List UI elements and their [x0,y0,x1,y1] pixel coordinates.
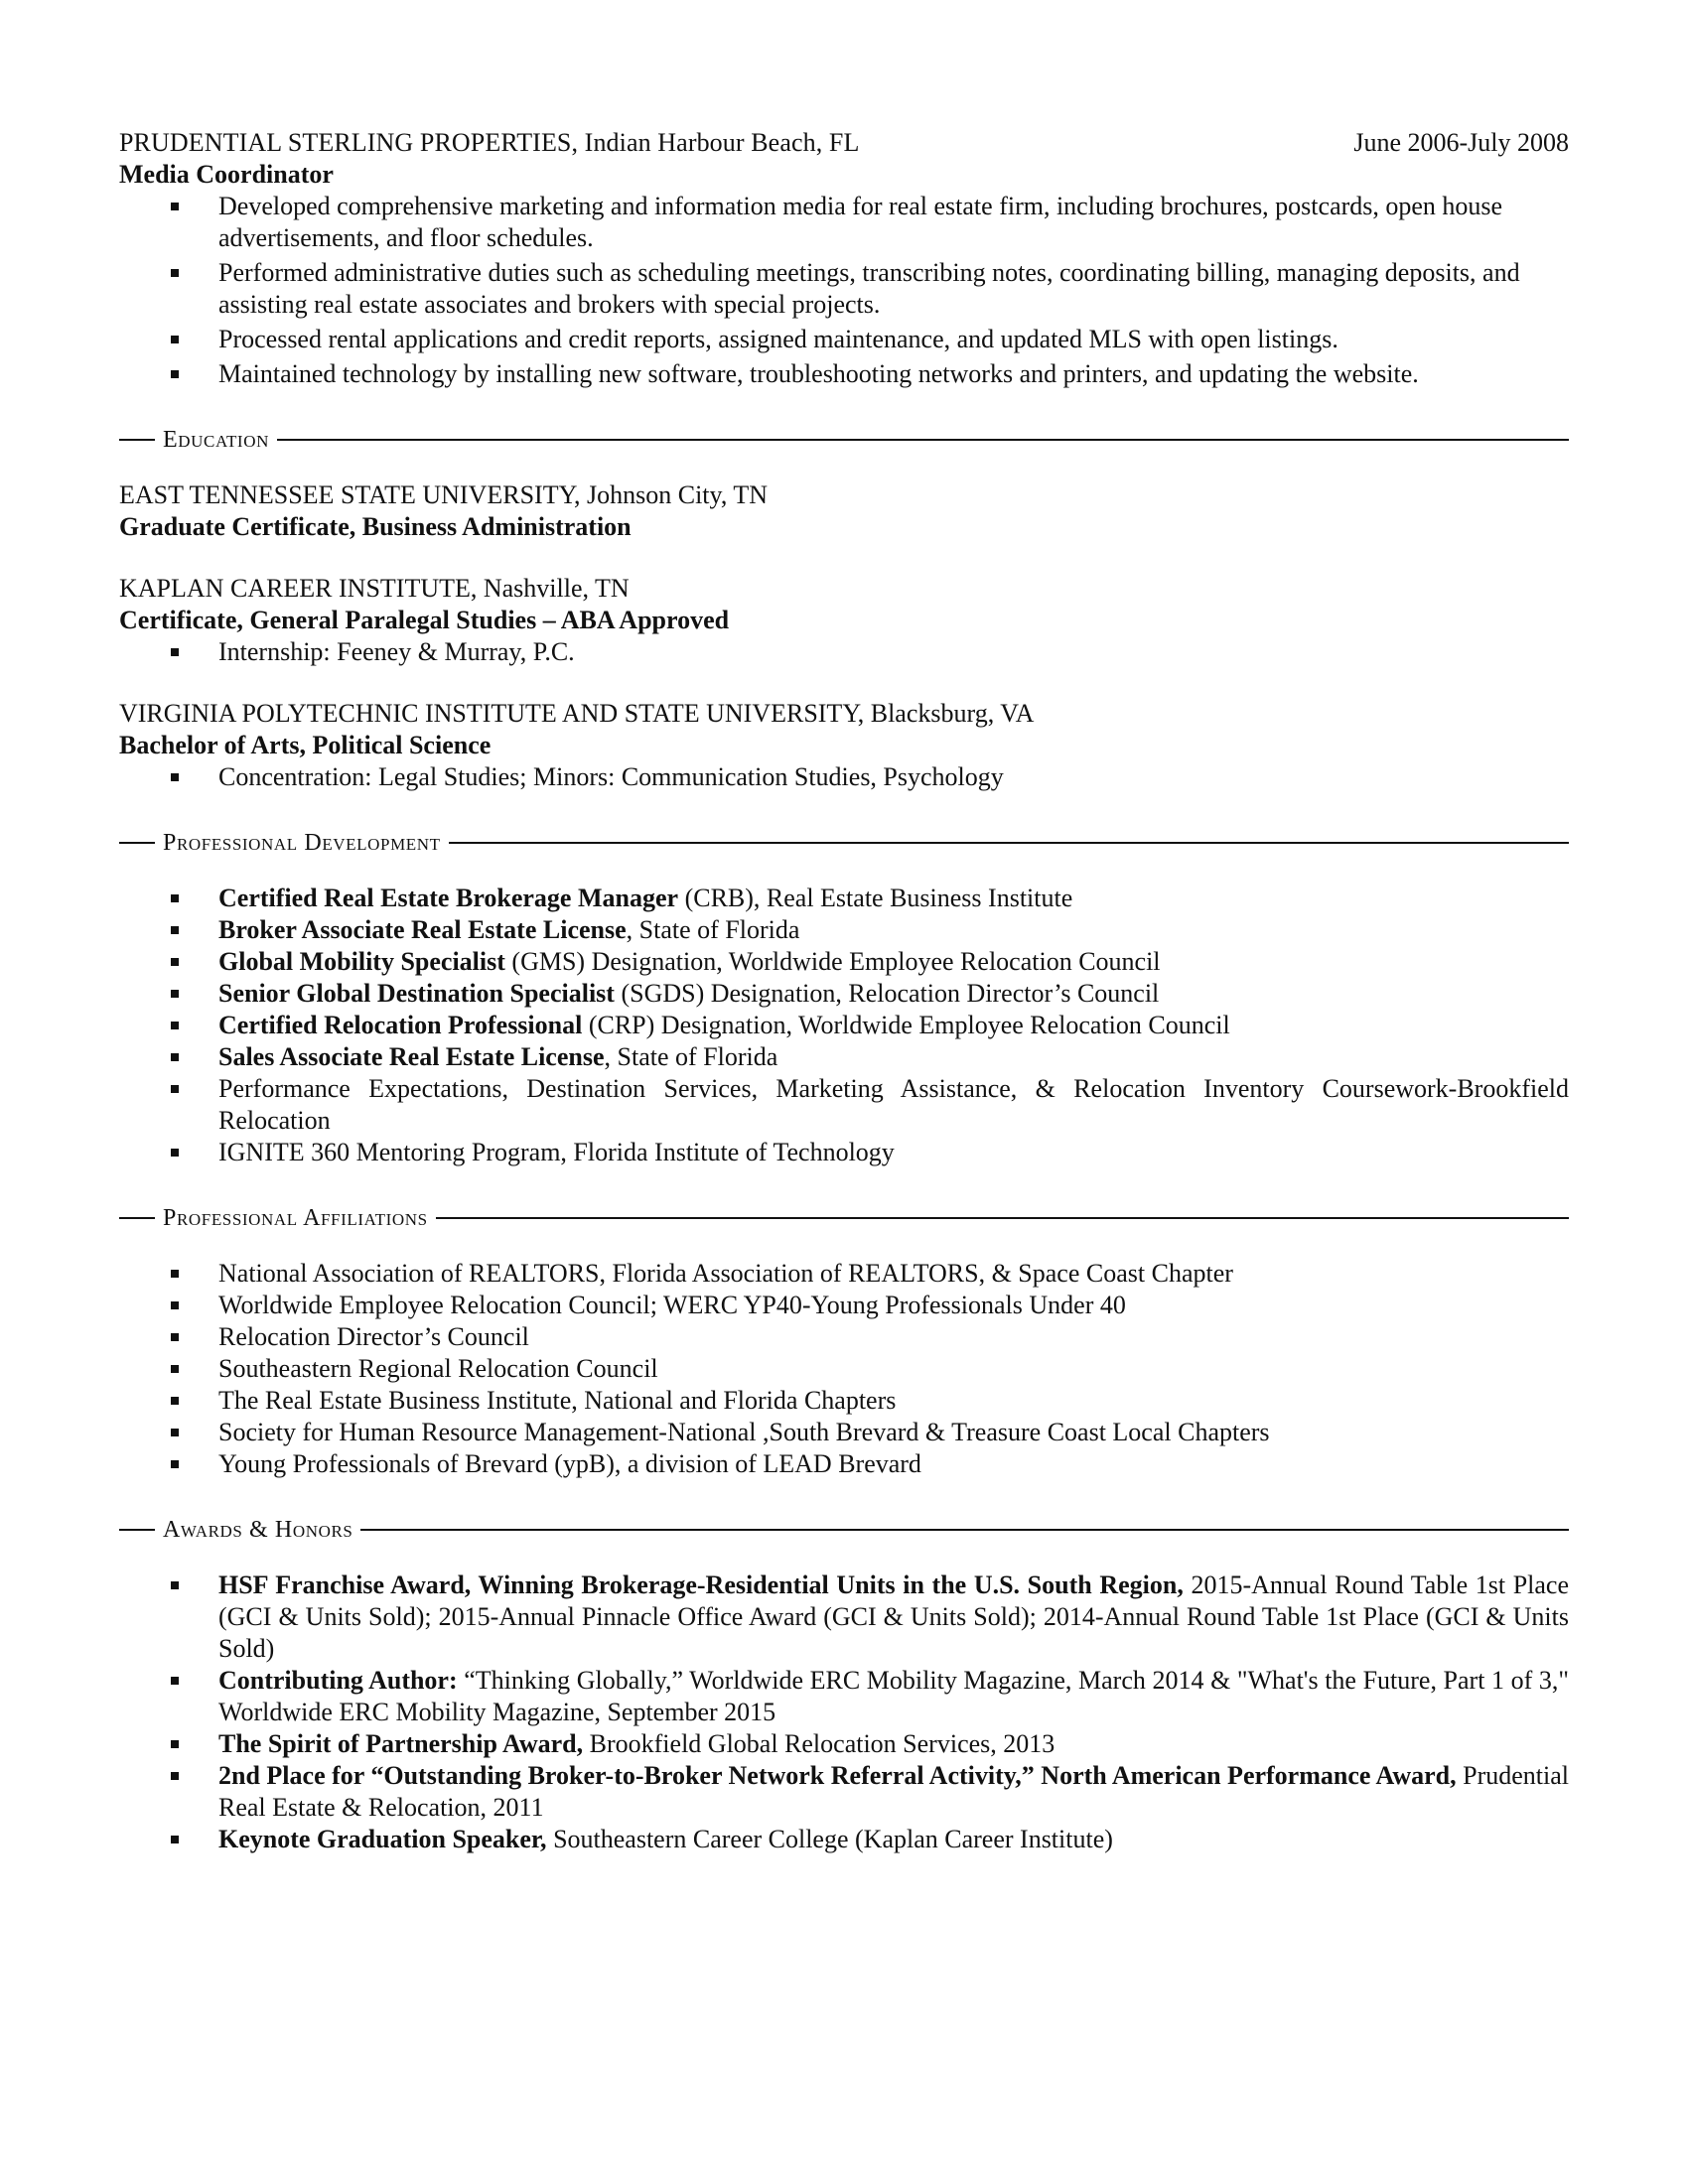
list-item: Certified Relocation Professional (CRP) Designation, Worldwide Employee Relocation Council [218,1010,1569,1041]
list-item: Worldwide Employee Relocation Council; WERC YP40-Young Professionals Under 40 [218,1290,1569,1321]
bullet-square-icon [171,203,179,210]
school-line: EAST TENNESSEE STATE UNIVERSITY, Johnson City, TN [119,480,769,509]
school-line: KAPLAN CAREER INSTITUTE, Nashville, TN [119,574,630,603]
list-item: Processed rental applications and credit reports, assigned maintenance, and updated MLS with open listings. [218,324,1569,355]
list-item: Society for Human Resource Management-National ,South Brevard & Treasure Coast Local Chapters [218,1417,1569,1448]
bullet-square-icon [171,1836,179,1843]
bullet-square-icon [171,1301,179,1309]
list-item: National Association of REALTORS, Florida Association of REALTORS, & Space Coast Chapter [218,1258,1569,1290]
list-item: Concentration: Legal Studies; Minors: Communication Studies, Psychology [218,761,1569,793]
bullet-square-icon [171,1333,179,1341]
bullet-square-icon [171,269,179,277]
section-heading-professional-development: Professional Development [119,827,1569,859]
list-item: 2nd Place for “Outstanding Broker-to-Broker Network Referral Activity,” North American Performance Award, Prudential Real Estate & Relocation, 2011 [218,1760,1569,1824]
rule-divider [119,1529,155,1531]
rule-divider [119,842,155,844]
school-line: VIRGINIA POLYTECHNIC INSTITUTE AND STATE UNIVERSITY, Blacksburg, VA [119,699,1035,728]
bullet-square-icon [171,1149,179,1157]
bullet-square-icon [171,958,179,966]
section-heading-professional-affiliations: Professional Affiliations [119,1202,1569,1234]
bullet-square-icon [171,894,179,902]
list-item: Southeastern Regional Relocation Council [218,1353,1569,1385]
list-item: The Spirit of Partnership Award, Brookfield Global Relocation Services, 2013 [218,1728,1569,1760]
bullet-square-icon [171,1365,179,1373]
bullet-square-icon [171,1085,179,1093]
rule-divider [449,842,1569,844]
degree-line: Bachelor of Arts, Political Science [119,731,492,759]
list-item: Certified Real Estate Brokerage Manager (CRB), Real Estate Business Institute [218,883,1569,914]
list-item: Developed comprehensive marketing and information media for real estate firm, including brochures, postcards, open house advertisements, and floor schedules. [218,191,1569,254]
bullet-square-icon [171,1270,179,1278]
rule-divider [119,439,155,441]
bullet-square-icon [171,773,179,781]
rule-divider [277,439,1569,441]
professional-affiliations-list [119,1258,1569,1480]
rule-divider [436,1217,1569,1219]
section-heading-education: Education [119,424,1569,456]
bullet-square-icon [171,1740,179,1748]
bullet-square-icon [171,648,179,656]
list-item: Keynote Graduation Speaker, Southeastern Career College (Kaplan Career Institute) [218,1824,1569,1855]
professional-development-list [119,883,1569,1168]
resume-page [119,127,1569,1855]
list-item: HSF Franchise Award, Winning Brokerage-Residential Units in the U.S. South Region, 2015-Annual Round Table 1st Place (GCI & Units Sold); 2015-Annual Pinnacle Office Award (GCI & Units Sold); 2014-Annual Round Table 1st Place (GCI & Units Sold) [218,1570,1569,1665]
list-item: Sales Associate Real Estate License, State of Florida [218,1041,1569,1073]
bullet-square-icon [171,1429,179,1436]
bullet-square-icon [171,1022,179,1029]
list-item: Global Mobility Specialist (GMS) Designation, Worldwide Employee Relocation Council [218,946,1569,978]
degree-line: Certificate, General Paralegal Studies – ABA Approved [119,606,730,634]
education-list [119,479,1569,793]
list-item: Young Professionals of Brevard (ypB), a division of LEAD Brevard [218,1448,1569,1480]
rule-divider [119,1217,155,1219]
bullet-square-icon [171,336,179,343]
bullet-square-icon [171,1772,179,1780]
bullet-square-icon [171,1581,179,1589]
list-item: Maintained technology by installing new software, troubleshooting networks and printers, and updating the website. [218,358,1569,390]
list-item: Contributing Author: “Thinking Globally,” Worldwide ERC Mobility Magazine, March 2014 & "What's the Future, Part 1 of 3," Worldwide ERC Mobility Magazine, September 2015 [218,1665,1569,1728]
list-item: Performed administrative duties such as scheduling meetings, transcribing notes, coordinating billing, managing deposits, and assisting real estate associates and brokers with special projects. [218,257,1569,321]
list-item: Relocation Director’s Council [218,1321,1569,1353]
list-item: Internship: Feeney & Murray, P.C. [218,636,1569,668]
rule-divider [360,1529,1569,1531]
job-header [119,127,1569,159]
bullet-square-icon [171,1053,179,1061]
job-bullets [119,191,1569,390]
degree-line: Graduate Certificate, Business Administration [119,512,632,541]
job-title: Media Coordinator [119,160,334,189]
section-heading-awards: Awards & Honors [119,1514,1569,1546]
list-item: Performance Expectations, Destination Services, Marketing Assistance, & Relocation Inventory Coursework-Brookfield Relocation [218,1073,1569,1137]
list-item: The Real Estate Business Institute, National and Florida Chapters [218,1385,1569,1417]
job-dates: June 2006-July 2008 [1353,128,1569,157]
list-item: IGNITE 360 Mentoring Program, Florida Institute of Technology [218,1137,1569,1168]
education-entry [119,573,1569,668]
list-item: Senior Global Destination Specialist (SGDS) Designation, Relocation Director’s Council [218,978,1569,1010]
list-item: Broker Associate Real Estate License, State of Florida [218,914,1569,946]
bullet-square-icon [171,1397,179,1405]
bullet-square-icon [171,1460,179,1468]
company-line: PRUDENTIAL STERLING PROPERTIES, Indian Harbour Beach, FL [119,128,860,157]
bullet-square-icon [171,990,179,998]
education-entry [119,479,1569,543]
education-entry [119,698,1569,793]
awards-list [119,1570,1569,1855]
bullet-square-icon [171,370,179,378]
bullet-square-icon [171,1677,179,1685]
bullet-square-icon [171,926,179,934]
